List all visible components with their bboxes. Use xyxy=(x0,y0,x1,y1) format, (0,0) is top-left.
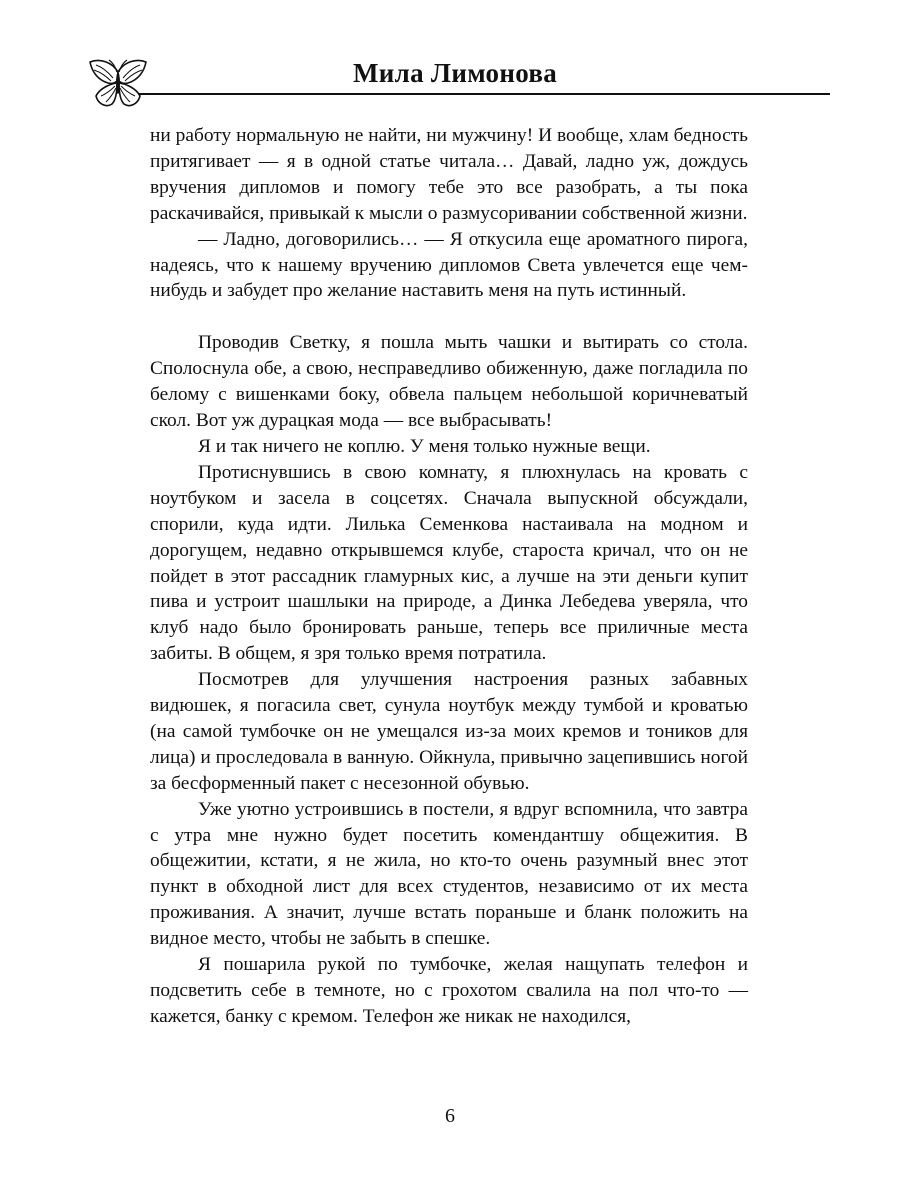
paragraph: Я пошарила рукой по тумбочке, желая нащупать телефон и подсветить себе в темноте, но с грохотом свалила на пол что-то — кажется, банку с кремом. Телефон же никак не находился, xyxy=(150,954,748,1027)
page-number: 6 xyxy=(445,1105,455,1127)
paragraph: Посмотрев для улучшения настроения разных забавных видюшек, я погасила свет, сунула ноутбук между тумбой и кроватью (на самой тумбочке он не умещался из-за моих кремов и тоников для лица) и проследовала в ванную. Ойкнула, привычно зацепившись ногой за бесформенный пакет с несезонной обувью. xyxy=(150,669,748,794)
header-rule xyxy=(138,93,830,95)
body-text xyxy=(150,123,748,1030)
paragraph: Уже уютно устроившись в постели, я вдруг вспомнила, что завтра с утра мне нужно будет посетить комендантшу общежития. В общежитии, кстати, я не жила, но кто-то очень разумный внес этот пункт в обходной лист для всех студентов, независимо от их места проживания. А значит, лучше встать пораньше и бланк положить на видное место, чтобы не забыть в спешке. xyxy=(150,798,748,950)
paragraph: — Ладно, договорились… — Я откусила еще ароматного пирога, надеясь, что к нашему вручению дипломов Света увлечется еще чем-нибудь и забудет про желание наставить меня на путь истинный. xyxy=(150,228,748,302)
author-name: Мила Лимонова xyxy=(352,58,557,88)
paragraph: ни работу нормальную не найти, ни мужчину! И вообще, хлам бедность притягивает — я в одной статье читала… Давай, ладно уж, дождусь вручения дипломов и помогу тебе это все разобрать, а ты пока раскачивайся, привыкай к мысли о размусоривании собственной жизни. xyxy=(150,125,748,224)
paragraph: Проводив Светку, я пошла мыть чашки и вытирать со стола. Сполоснула обе, а свою, несправедливо обиженную, даже погладила по белому с вишенками боку, обвела пальцем небольшой коричневатый скол. Вот уж дурацкая мода — все выбрасывать! xyxy=(150,332,748,432)
running-header xyxy=(80,50,830,112)
paragraph: Я и так ничего не коплю. У меня только нужные вещи. xyxy=(198,435,651,457)
paragraph: Протиснувшись в свою комнату, я плюхнулась на кровать с ноутбуком и засела в соцсетях. Сначала выпускной обсуждали, спорили, куда идти. Лилька Семенкова настаивала на модном и дорогущем, недавно открывшемся клубе, староста кричал, что он не пойдет в этот рассадник гламурных кис, а лучше на эти деньги купит пива и устроит шашлыки на природе, а Динка Лебедева уверяла, что клуб надо было бронировать раньше, теперь все приличные места забиты. В общем, я зря только время потратила. xyxy=(150,461,748,665)
